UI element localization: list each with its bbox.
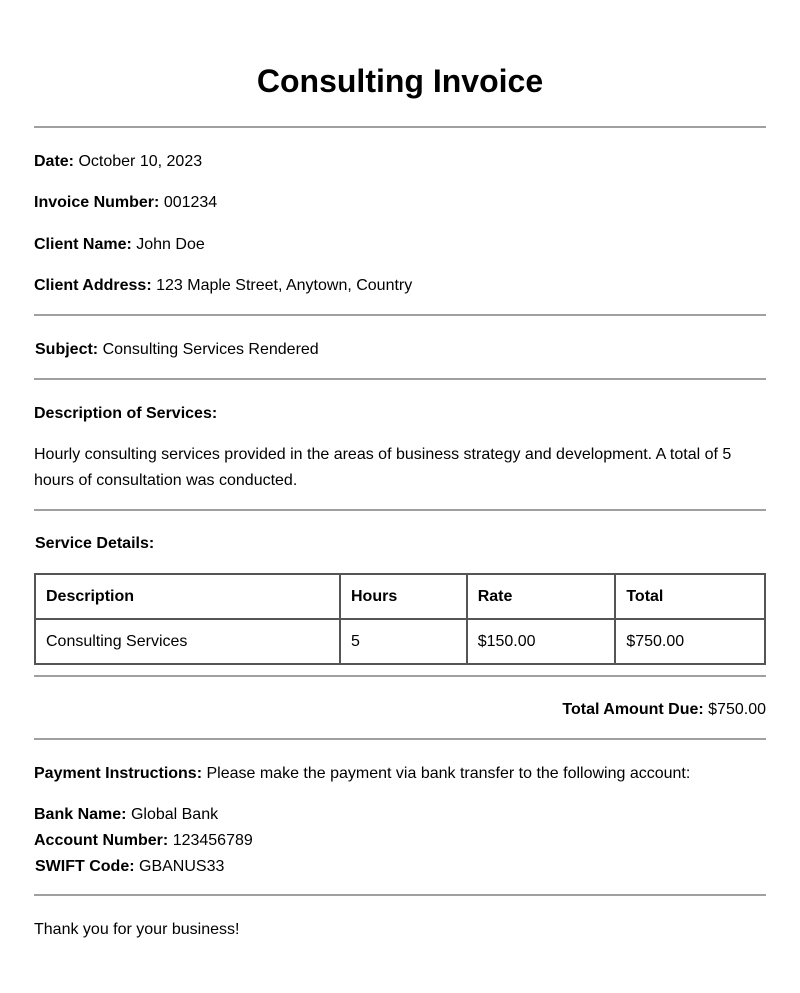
subject-value: Consulting Services Rendered <box>102 341 319 358</box>
date-row <box>34 152 202 172</box>
divider <box>34 738 766 740</box>
table-cell: Consulting Services <box>35 619 340 664</box>
date-value: October 10, 2023 <box>78 153 203 170</box>
account-number-row <box>34 831 253 851</box>
swift-code-row <box>35 857 224 877</box>
divider <box>34 675 766 677</box>
client-address-value: 123 Maple Street, Anytown, Country <box>156 277 413 294</box>
closing-message: Thank you for your business! <box>34 921 240 938</box>
total-due-value: $750.00 <box>708 701 766 718</box>
total-due-row <box>562 700 766 720</box>
payment-instructions-label: Payment Instructions: <box>34 765 203 782</box>
table-row <box>35 619 765 664</box>
invoice-number-value: 001234 <box>163 194 218 211</box>
divider <box>34 126 766 128</box>
payment-instructions-row <box>34 764 690 784</box>
divider <box>34 378 766 380</box>
table-header-row <box>35 574 765 619</box>
date-label: Date: <box>34 153 75 170</box>
divider <box>34 894 766 896</box>
page-title: Consulting Invoice <box>256 63 544 99</box>
invoice-number-row <box>34 193 217 213</box>
description-heading: Description of Services: <box>34 405 218 422</box>
client-name-label: Client Name: <box>34 236 132 253</box>
column-header: Total <box>615 574 765 619</box>
divider <box>34 314 766 316</box>
table-cell: 5 <box>340 619 467 664</box>
bank-name-value: Global Bank <box>130 806 219 823</box>
payment-instructions-text: Please make the payment via bank transfer to the following account: <box>206 765 691 782</box>
client-name-value: John Doe <box>136 236 205 253</box>
table-cell: $750.00 <box>615 619 765 664</box>
swift-code-value: GBANUS33 <box>139 858 225 875</box>
subject-row <box>35 340 319 360</box>
client-name-row <box>34 235 205 255</box>
subject-label: Subject: <box>35 341 99 358</box>
divider <box>34 509 766 511</box>
account-number-label: Account Number: <box>34 832 169 849</box>
table-cell: $150.00 <box>467 619 616 664</box>
column-header: Hours <box>340 574 467 619</box>
description-text: Hourly consulting services provided in the areas of business strategy and development. A total of 5 hours of consultation was conducted. <box>34 446 732 489</box>
account-number-value: 123456789 <box>172 832 253 849</box>
column-header: Rate <box>467 574 616 619</box>
column-header: Description <box>35 574 340 619</box>
bank-name-label: Bank Name: <box>34 806 127 823</box>
bank-name-row <box>34 805 218 825</box>
invoice-number-label: Invoice Number: <box>34 194 160 211</box>
service-details-heading: Service Details: <box>35 535 155 552</box>
client-address-label: Client Address: <box>34 277 152 294</box>
swift-code-label: SWIFT Code: <box>35 858 135 875</box>
service-details-table <box>34 573 766 665</box>
client-address-row <box>34 276 412 296</box>
total-due-label: Total Amount Due: <box>562 701 704 718</box>
